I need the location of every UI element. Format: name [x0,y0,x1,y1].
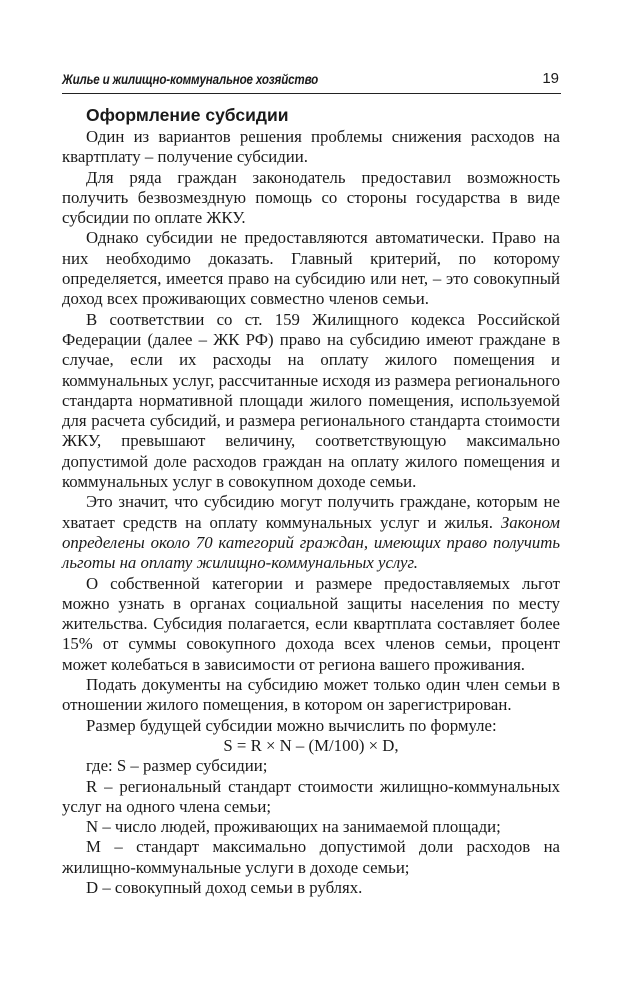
formula: S = R × N – (M/100) × D, [223,735,399,755]
paragraph-5-text: Это значит, что субсидию могут получить граждане, которым не хватает средств на оплату коммунальных услуг и жилья. [62,492,560,532]
paragraph-4: В соответствии со ст. 159 Жилищного кодекса Российской Федерации (далее – ЖК РФ) право на субсидию имеют граждане в случае, если их расходы на оплату жилого помещения и коммунальных услуг, рассчитанные исходя из размера регионального стандарта нормативной площади жилого помещения, используемой для расчета субсидий, и размера регионального стандарта стоимости ЖКУ, превышают величину, соответствующую максимально допустимой доле расходов граждан на оплату жилого помещения и коммунальных услуг в совокупном доходе семьи. [62,309,560,492]
paragraph-1: Один из вариантов решения проблемы снижения расходов на квартплату – получение субсидии. [62,127,560,167]
legend-r: R – региональный стандарт стоимости жилищно-коммунальных услуг на одного члена семьи; [62,776,560,816]
legend-n: N – число людей, проживающих на занимаемой площади; [86,817,501,837]
legend-m: M – стандарт максимально допустимой доли расходов на жилищно-коммунальные услуги в доходе семьи; [62,837,560,877]
paragraph-3: Однако субсидии не предоставляются автоматически. Право на них необходимо доказать. Главный критерий, по которому определяется, имеется право на субсидию или нет, – это совокупный доход всех проживающих совместно членов семьи. [62,228,560,309]
running-head [62,70,561,90]
formula-intro: Размер будущей субсидии можно вычислить по формуле: [86,715,497,735]
paragraph-5-italic: Законом определены около 70 категорий граждан, имеющих право получить льготы на оплату жилищно-коммунальных услуг. [62,512,560,573]
page-number: 19 [542,70,559,87]
page-body [62,103,560,898]
paragraph-2: Для ряда граждан законодатель предоставил возможность получить безвозмездную помощь со стороны государства в виде субсидии по оплате ЖКУ. [62,167,560,228]
header-rule [62,93,561,94]
paragraph-6: О собственной категории и размере предоставляемых льгот можно узнать в органах социальной защиты населения по месту жительства. Субсидия полагается, если квартплата составляет более 15% от суммы совокупного дохода всех членов семьи, процент может колебаться в зависимости от региона вашего проживания. [62,573,560,674]
legend-s: где: S – размер субсидии; [86,756,268,776]
legend-d: D – совокупный доход семьи в рублях. [86,877,363,897]
section-heading: Оформление субсидии [86,105,289,125]
paragraph-7: Подать документы на субсидию может только один член семьи в отношении жилого помещения, в котором он зарегистрирован. [62,675,560,715]
paragraph-5 [62,492,560,573]
running-head-title: Жилье и жилищно-коммунальное хозяйство [62,72,319,87]
